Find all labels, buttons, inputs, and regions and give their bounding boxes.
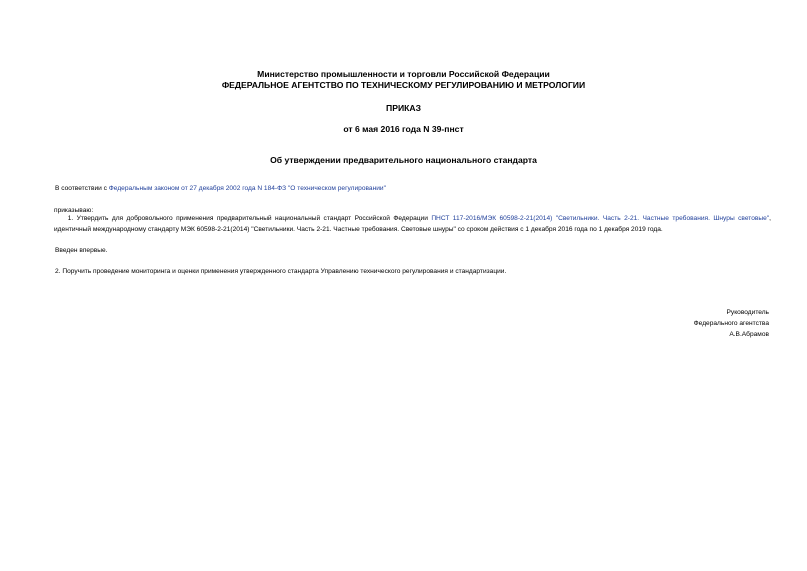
- item-2-paragraph: 2. Поручить проведение мониторинга и оценки применения утвержденного стандарта Управлению технического регулирования и стандартизации.: [55, 268, 507, 275]
- ministry-name: Министерство промышленности и торговли Российской Федерации: [257, 69, 550, 79]
- item-1-paragraph: [54, 213, 771, 235]
- signature-title: Руководитель: [726, 309, 769, 316]
- signature-block: [600, 307, 769, 340]
- basis-paragraph: [55, 183, 772, 194]
- signature-name: А.В.Абрамов: [729, 331, 769, 338]
- standard-link[interactable]: ПНСТ 117-2016/МЭК 60598-2-21(2014) "Светильники. Часть 2-21. Частные требования. Шнуры световые": [431, 215, 770, 222]
- basis-prefix: В соответствии с: [55, 185, 109, 192]
- document-subject: Об утверждении предварительного национального стандарта: [270, 155, 537, 165]
- item-1-prefix: 1. Утвердить для добровольного применения предварительный национальный стандарт Российской Федерации: [54, 215, 432, 222]
- document-type: ПРИКАЗ: [386, 103, 421, 113]
- agency-name: ФЕДЕРАЛЬНОЕ АГЕНТСТВО ПО ТЕХНИЧЕСКОМУ РЕГУЛИРОВАНИЮ И МЕТРОЛОГИИ: [221, 80, 586, 90]
- intro-note: Введен впервые.: [55, 247, 108, 254]
- federal-law-link[interactable]: Федеральным законом от 27 декабря 2002 года N 184-ФЗ "О техническом регулировании": [108, 185, 386, 192]
- document-date-number: от 6 мая 2016 года N 39-пнст: [343, 124, 464, 134]
- item-1-suffix: , идентичный международному стандарту МЭК 60598-2-21(2014) "Светильники. Часть 2-21. Частные требования. Световые шнуры" со сроком действия с 1 декабря 2016 года по 1 декабря 2019 года.: [54, 215, 771, 233]
- order-word: приказываю:: [54, 207, 94, 214]
- signature-org: Федерального агентства: [693, 320, 769, 327]
